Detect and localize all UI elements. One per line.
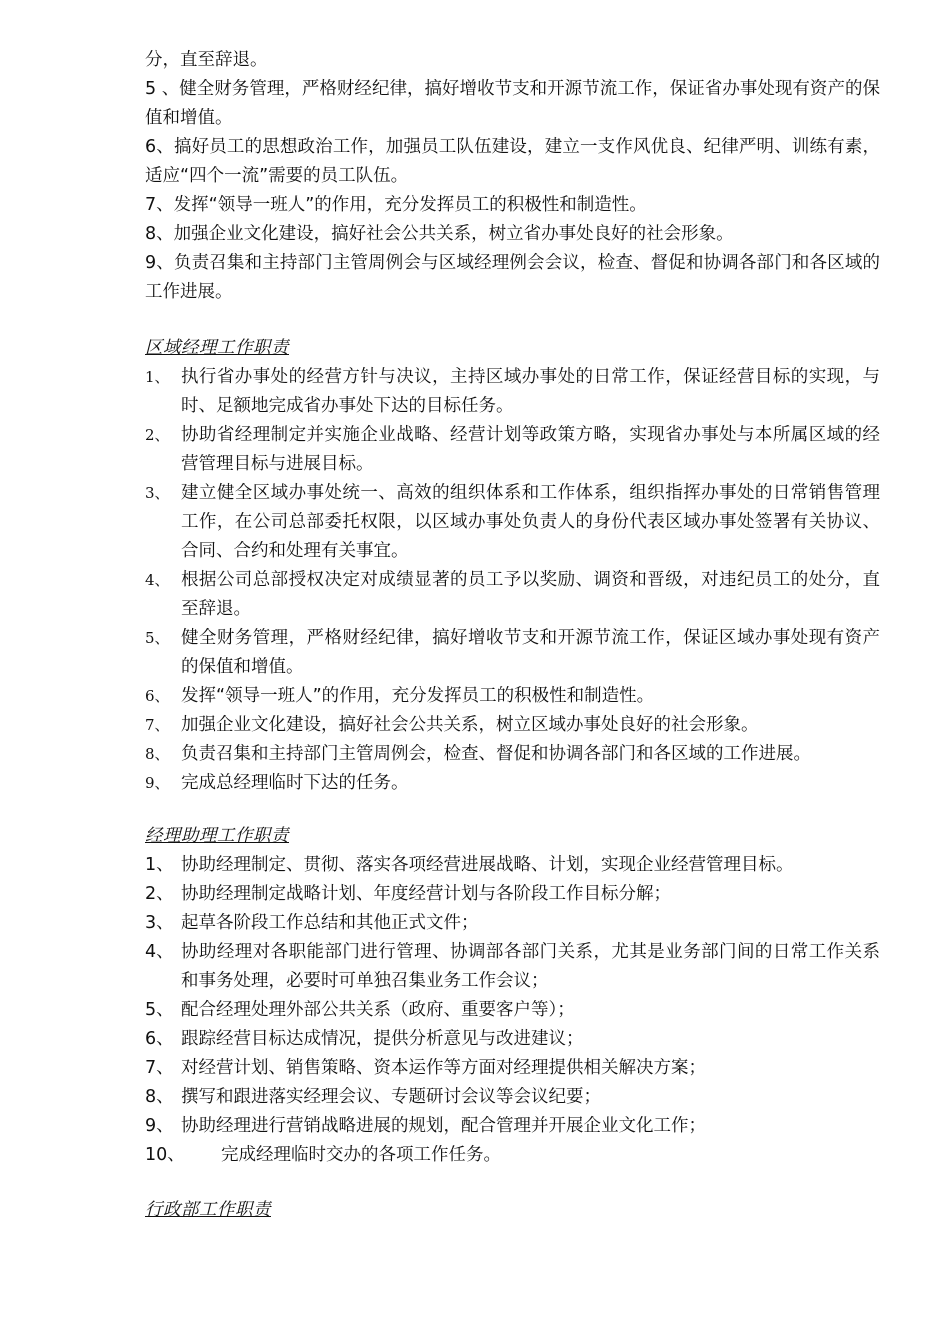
duty-line: 6、搞好员工的思想政治工作，加强员工队伍建设，建立一支作风优良、纪律严明、训练有素，适应“四个一流”需要的员工队伍。 xyxy=(145,137,880,186)
item-number: 1、 xyxy=(145,855,174,875)
duty-line: 分，直至辞退。 xyxy=(145,50,268,70)
item-text: 跟踪经营目标达成情况，提供分析意见与改进建议； xyxy=(181,1029,584,1049)
item-number: 9、 xyxy=(145,1116,174,1136)
item-text: 起草各阶段工作总结和其他正式文件； xyxy=(181,913,479,933)
list-item xyxy=(145,996,880,1025)
item-number: 8、 xyxy=(145,1087,174,1107)
item-text: 完成经理临时交办的各项工作任务。 xyxy=(221,1145,501,1165)
item-number: 5、 xyxy=(145,629,170,647)
item-text: 协助经理对各职能部门进行管理、协调部各部门关系，尤其是业务部门间的日常工作关系和事务处理，必要时可单独召集业务工作会议； xyxy=(181,942,880,991)
list-item xyxy=(145,682,880,711)
list-item xyxy=(145,624,880,682)
list-item xyxy=(145,1141,880,1170)
item-text: 对经营计划、销售策略、资本运作等方面对经理提供相关解决方案； xyxy=(181,1058,706,1078)
list-item xyxy=(145,1112,880,1141)
list-item xyxy=(145,880,880,909)
item-text: 建立健全区域办事处统一、高效的组织体系和工作体系，组织指挥办事处的日常销售管理工作，在公司总部委托权限，以区域办事处负责人的身份代表区域办事处签署有关协议、合同、合约和处理有关事宜。 xyxy=(181,483,880,561)
item-text: 完成总经理临时下达的任务。 xyxy=(181,773,409,793)
list-item xyxy=(145,566,880,624)
section-heading: 行政部工作职责 xyxy=(145,1200,271,1220)
section-heading: 区域经理工作职责 xyxy=(145,338,289,358)
list-item xyxy=(145,851,880,880)
list-item xyxy=(145,909,880,938)
item-number: 8、 xyxy=(145,745,170,763)
list-item xyxy=(145,421,880,479)
item-text: 协助省经理制定并实施企业战略、经营计划等政策方略，实现省办事处与本所属区域的经营管理目标与进展目标。 xyxy=(181,425,880,474)
list-item xyxy=(145,1054,880,1083)
admin-department-section xyxy=(145,1196,880,1225)
item-number: 6、 xyxy=(145,1029,174,1049)
item-text: 协助经理进行营销战略进展的规划，配合管理并开展企业文化工作； xyxy=(181,1116,706,1136)
section-heading: 经理助理工作职责 xyxy=(145,826,289,846)
item-number: 3、 xyxy=(145,913,174,933)
item-number: 2、 xyxy=(145,884,174,904)
regional-manager-section xyxy=(145,334,880,798)
item-number: 10、 xyxy=(145,1145,185,1165)
duty-line: 7、发挥“领导一班人”的作用，充分发挥员工的积极性和制造性。 xyxy=(145,195,647,215)
item-number: 3、 xyxy=(145,484,170,502)
list-item xyxy=(145,1025,880,1054)
item-text: 加强企业文化建设，搞好社会公共关系，树立区域办事处良好的社会形象。 xyxy=(181,715,759,735)
general-manager-duties-continued xyxy=(145,46,880,307)
duty-list xyxy=(145,851,880,1170)
item-text: 发挥“领导一班人”的作用，充分发挥员工的积极性和制造性。 xyxy=(181,686,655,706)
list-item xyxy=(145,363,880,421)
item-text: 撰写和跟进落实经理会议、专题研讨会议等会议纪要； xyxy=(181,1087,601,1107)
duty-line: 5 、健全财务管理，严格财经纪律，搞好增收节支和开源节流工作，保证省办事处现有资产的保值和增值。 xyxy=(145,79,880,128)
list-item xyxy=(145,938,880,996)
item-number: 9、 xyxy=(145,774,170,792)
item-number: 2、 xyxy=(145,426,170,444)
item-text: 执行省办事处的经营方针与决议，主持区域办事处的日常工作，保证经营目标的实现，与时、足额地完成省办事处下达的目标任务。 xyxy=(181,367,880,416)
list-item xyxy=(145,1083,880,1112)
item-text: 协助经理制定战略计划、年度经营计划与各阶段工作目标分解； xyxy=(181,884,671,904)
item-number: 6、 xyxy=(145,687,170,705)
list-item xyxy=(145,740,880,769)
item-number: 5、 xyxy=(145,1000,174,1020)
duty-line: 8、加强企业文化建设，搞好社会公共关系，树立省办事处良好的社会形象。 xyxy=(145,224,734,244)
list-item xyxy=(145,711,880,740)
item-number: 7、 xyxy=(145,1058,174,1078)
list-item xyxy=(145,479,880,566)
item-number: 1、 xyxy=(145,368,170,386)
item-text: 协助经理制定、贯彻、落实各项经营进展战略、计划，实现企业经营管理目标。 xyxy=(181,855,794,875)
assistant-manager-section xyxy=(145,822,880,1170)
duty-line: 9、负责召集和主持部门主管周例会与区域经理例会会议，检查、督促和协调各部门和各区域的工作进展。 xyxy=(145,253,880,302)
item-number: 4、 xyxy=(145,942,174,962)
item-number: 7、 xyxy=(145,716,170,734)
list-item xyxy=(145,769,880,798)
item-text: 根据公司总部授权决定对成绩显著的员工予以奖励、调资和晋级，对违纪员工的处分，直至辞退。 xyxy=(181,570,880,619)
item-number: 4、 xyxy=(145,571,170,589)
duty-list xyxy=(145,363,880,798)
item-text: 配合经理处理外部公共关系（政府、重要客户等）； xyxy=(181,1000,575,1020)
item-text: 健全财务管理，严格财经纪律，搞好增收节支和开源节流工作，保证区域办事处现有资产的保值和增值。 xyxy=(181,628,880,677)
item-text: 负责召集和主持部门主管周例会，检查、督促和协调各部门和各区域的工作进展。 xyxy=(181,744,811,764)
